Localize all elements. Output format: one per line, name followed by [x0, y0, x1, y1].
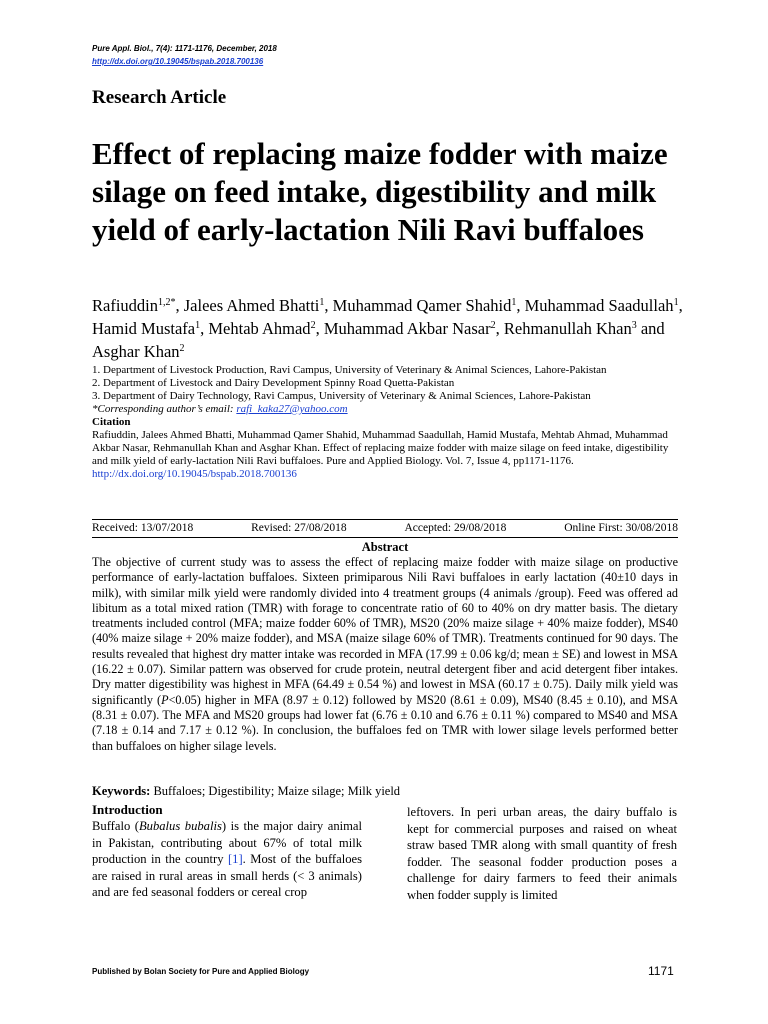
abstract-heading: Abstract — [361, 540, 409, 554]
citation-text — [92, 429, 678, 481]
author-affiliation-mark: 2 — [179, 343, 185, 354]
online-date: Online First: 30/08/2018 — [564, 522, 678, 534]
abstract-p-symbol: P — [161, 692, 169, 707]
affiliations — [92, 364, 678, 481]
journal-citation: Pure Appl. Biol., 7(4): 1171-1176, December, 2018 — [92, 44, 277, 53]
citation-link[interactable]: http://dx.doi.org/10.19045/bspab.2018.700136 — [92, 468, 297, 480]
author-list: Rafiuddin$^{1,2*}$, Jalees Ahmed Bhatti$^1$, Muhammad Qamer Shahid$^1$, Muhammad Saadullah$^1$, Hamid Mustafa$^1$, Mehtab Ahmad$^2$, Muhammad Akbar Nasar$^2$, Rehmanullah Khan$^3$ and Asghar Khan$^2$ — [92, 296, 683, 361]
citation-heading: Citation — [92, 416, 131, 428]
author-affiliation-mark: 2 — [310, 320, 316, 331]
intro-left-a: Buffalo ( — [92, 819, 139, 833]
dates-bar — [92, 519, 678, 538]
doi-link[interactable]: http://dx.doi.org/10.19045/bspab.2018.700136 — [92, 57, 264, 66]
author-affiliation-mark: 1 — [195, 320, 201, 331]
author-name: Mehtab Ahmad — [208, 319, 311, 338]
affiliation-1: 1. Department of Livestock Production, Ravi Campus, University of Veterinary & Animal Sciences, Lahore-Pakistan — [92, 364, 607, 376]
author-name: Rehmanullah Khan — [503, 319, 632, 338]
right-column — [407, 804, 677, 904]
reference-link[interactable]: [1] — [227, 852, 243, 867]
keywords-label: Keywords: — [92, 784, 151, 798]
author-name: Jalees Ahmed Bhatti — [183, 296, 320, 315]
author-name: Muhammad Akbar Nasar — [323, 319, 491, 338]
corresponding-email[interactable]: rafi_kaka27@yahoo.com — [236, 403, 348, 415]
author-affiliation-mark: 2 — [490, 320, 496, 331]
author-name: Rafiuddin — [92, 296, 158, 315]
article-type: Research Article — [92, 87, 227, 108]
author-affiliation-mark: 1,2* — [158, 297, 176, 308]
corresponding-author — [92, 403, 678, 416]
keywords-text: Buffaloes; Digestibility; Maize silage; Milk yield — [150, 784, 401, 798]
revised-date: Revised: 27/08/2018 — [251, 522, 347, 534]
journal-header — [92, 42, 277, 68]
affiliation-2: 2. Department of Livestock and Dairy Development Spinny Road Quetta-Pakistan — [92, 377, 455, 389]
introduction-left-text — [92, 818, 362, 901]
introduction-heading: Introduction — [92, 802, 163, 817]
abstract-part-1: The objective of current study was to assess the effect of replacing maize fodder with maize silage on productive performance of early-lactation buffaloes. Sixteen primiparous Nili Ravi buffaloes in early lactation (40±10 days in milk), with similar milk yield were randomly divided into 4 treatment groups (4 animals /group). Feed was offered ad libitum as a total mixed ration (TMR) with forage to concentrate ratio of 60 to 40% on dry matter basis. The dietary treatments included control (MFA; maize fodder 60% of TMR), MS20 (20% maize silage + 40% maize fodder), MS40 (40% maize silage + 20% maize fodder), and MSA (maize silage 60% of TMR). Treatments continued for 90 days. The results revealed that highest dry matter intake was recorded in MFA (17.99 ± 0.06 kg/d; mean ± SE) and lowest in MSA (16.22 ± 0.07). Similar pattern was observed for crude protein, neutral detergent fiber and acid detergent fiber intakes. Dry matter digestibility was highest in MFA (64.49 ± 0.54 %) and lowest in MSA (60.17 ± 0.75). Daily milk yield was significantly ( — [92, 555, 678, 707]
author-affiliation-mark: 1 — [673, 297, 679, 308]
citation-body: Rafiuddin, Jalees Ahmed Bhatti, Muhammad Qamer Shahid, Muhammad Saadullah, Hamid Mustafa, Mehtab Ahmad, Muhammad Akbar Nasar, Rehmanullah Khan and Asghar Khan. Effect of replacing maize fodder with maize silage on feed intake, digestibility and milk yield of early-lactation Nili Ravi buffaloes. Pure and Applied Biology. Vol. 7, Issue 4, pp1171-1176. — [92, 429, 669, 467]
author-name: Muhammad Saadullah — [524, 296, 674, 315]
author-affiliation-mark: 1 — [319, 297, 325, 308]
author-name: Muhammad Qamer Shahid — [332, 296, 512, 315]
author-name: Hamid Mustafa — [92, 319, 196, 338]
publisher-footer: Published by Bolan Society for Pure and Applied Biology — [92, 967, 310, 976]
accepted-date: Accepted: 29/08/2018 — [404, 522, 507, 534]
abstract-text — [92, 555, 678, 754]
intro-left-b: ) is the major dairy animal in Pakistan, contributing about 67% of total milk production in the country — [92, 819, 363, 867]
introduction-right-text: leftovers. In peri urban areas, the dairy buffalo is kept for commercial purposes and raised on wheat straw based TMR along with small quantity of fresh fodder. The seasonal fodder production poses a challenge for dairy farmers to feed their animals when fodder supply is limited — [407, 805, 677, 902]
received-date: Received: 13/07/2018 — [92, 522, 194, 534]
keywords — [92, 784, 678, 799]
affiliation-3: 3. Department of Dairy Technology, Ravi Campus, University of Veterinary & Animal Sciences, Lahore-Pakistan — [92, 390, 591, 402]
paper-title: Effect of replacing maize fodder with maize silage on feed intake, digestibility and milk yield of early-lactation Nili Ravi buffaloes — [92, 136, 668, 247]
left-column — [92, 802, 362, 901]
abstract-part-2: <0.05) higher in MFA (8.97 ± 0.12) followed by MS20 (8.61 ± 0.09), MS40 (8.45 ± 0.10), and MSA (8.31 ± 0.07). The MFA and MS20 groups had lower fat (6.76 ± 0.10 and 6.76 ± 0.11 %) compared to MS40 and MSA (7.18 ± 0.14 and 7.17 ± 0.12 %). In conclusion, the buffaloes fed on TMR with lower silage levels performed better than buffaloes on higher silage levels. — [92, 692, 678, 753]
species-name: Bubalus bubalis — [138, 819, 222, 833]
corresponding-label: *Corresponding author’s email: — [92, 403, 234, 415]
author-affiliation-mark: 3 — [631, 320, 637, 331]
page-number: 1171 — [648, 964, 674, 978]
author-affiliation-mark: 1 — [511, 297, 517, 308]
intro-left-c: . Most of the buffaloes are raised in rural areas in small herds (< 3 animals) and are fed seasonal fodders or cereal crop — [92, 852, 362, 900]
author-name: Asghar Khan — [92, 342, 180, 361]
